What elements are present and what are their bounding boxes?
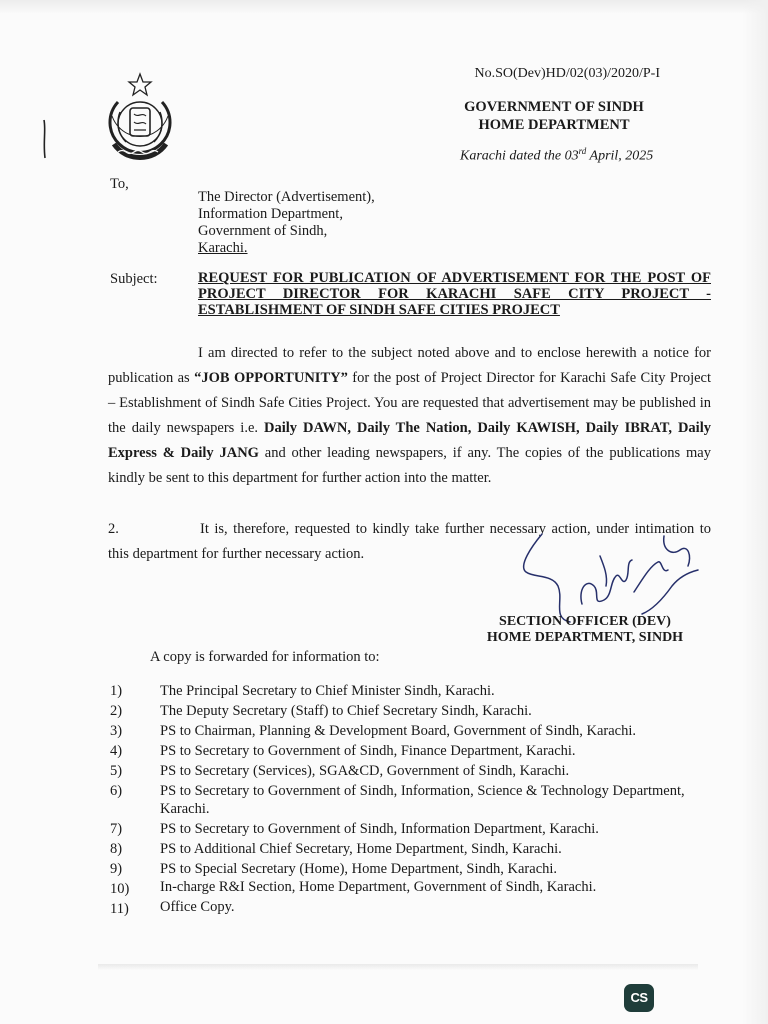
- list-item: [110, 781, 710, 819]
- list-item: [110, 899, 710, 919]
- item-text: Office Copy.: [160, 899, 235, 915]
- paragraph-number: 2.: [108, 521, 119, 537]
- addressee-line: Information Department,: [198, 206, 343, 222]
- issuing-authority: [438, 98, 670, 134]
- item-text: The Deputy Secretary (Staff) to Chief Secretary Sindh, Karachi.: [160, 703, 532, 719]
- item-number: 10): [110, 881, 130, 897]
- subject-text: REQUEST FOR PUBLICATION OF ADVERTISEMENT FOR THE POST OF PROJECT DIRECTOR FOR KARACHI SAFE CITY PROJECT - ESTABLISHMENT OF SINDH SAFE CITIES PROJECT: [198, 270, 711, 318]
- list-item: [110, 819, 710, 839]
- item-number: 3): [110, 723, 123, 739]
- scan-top-shadow: [0, 0, 768, 14]
- item-text: PS to Secretary (Services), SGA&CD, Government of Sindh, Karachi.: [160, 763, 570, 779]
- para2-text: It is, therefore, requested to kindly take further necessary action, under intimation to this department for further necessary action.: [108, 521, 711, 562]
- item-number: 2): [110, 703, 123, 719]
- body-paragraph-1: [108, 341, 711, 491]
- item-number: 11): [110, 901, 129, 917]
- item-text: PS to Additional Chief Secretary, Home Department, Sindh, Karachi.: [160, 841, 562, 857]
- department-name: HOME DEPARTMENT: [478, 117, 630, 133]
- job-opportunity-label: “JOB OPPORTUNITY”: [194, 370, 348, 386]
- item-text: PS to Special Secretary (Home), Home Department, Sindh, Karachi.: [160, 861, 558, 877]
- newspaper-list: Daily DAWN, Daily The Nation, Daily KAWISH, Daily IBRAT, Daily Express & Daily JANG: [108, 420, 711, 461]
- officer-title: SECTION OFFICER (DEV): [499, 614, 671, 629]
- letter-date: [460, 146, 653, 165]
- government-name: GOVERNMENT OF SINDH: [464, 99, 644, 115]
- para1-text-b: for the post of Project Director for Karachi Safe City Project – Establishment of Sindh Safe Cities Project. You are requested that advertisement may be published in the daily newspapers i.e.: [108, 370, 711, 436]
- list-item: [110, 741, 710, 761]
- addressee-line: Government of Sindh,: [198, 223, 328, 239]
- item-number: 8): [110, 841, 123, 857]
- item-number: 7): [110, 821, 123, 837]
- camscanner-badge-icon: CS: [624, 984, 654, 1012]
- para1-text-a: I am directed to refer to the subject noted above and to enclose herewith a notice for publication as: [108, 345, 711, 386]
- scan-right-shadow: [742, 0, 768, 1024]
- item-text: PS to Secretary to Government of Sindh, Finance Department, Karachi.: [160, 743, 576, 759]
- reference-number: No.SO(Dev)HD/02(03)/2020/P-I: [474, 66, 660, 81]
- list-item: [110, 721, 710, 741]
- item-text: PS to Chairman, Planning & Development Board, Government of Sindh, Karachi.: [160, 723, 637, 739]
- officer-office: HOME DEPARTMENT, SINDH: [486, 630, 684, 645]
- item-text: In-charge R&I Section, Home Department, Government of Sindh, Karachi.: [160, 879, 597, 895]
- list-item: [110, 879, 710, 899]
- margin-mark: [40, 118, 48, 160]
- list-item: [110, 701, 710, 721]
- copy-forwarded-intro: A copy is forwarded for information to:: [150, 649, 380, 665]
- item-number: 9): [110, 861, 123, 877]
- subject-label: Subject:: [110, 271, 158, 287]
- item-number: 1): [110, 683, 123, 699]
- list-item: [110, 681, 710, 701]
- list-item: [110, 839, 710, 859]
- list-item: [110, 761, 710, 781]
- addressee-block: [198, 189, 375, 257]
- date-rest: April, 2025: [586, 148, 654, 164]
- date-ordinal: rd: [578, 146, 587, 156]
- copy-recipient-list: [110, 681, 710, 919]
- to-label: To,: [110, 176, 129, 192]
- item-text: PS to Secretary to Government of Sindh, Information, Science & Technology Department, Karachi.: [160, 783, 685, 817]
- addressee-line: The Director (Advertisement),: [198, 189, 375, 205]
- signature-block: [478, 614, 692, 646]
- item-number: 6): [110, 783, 123, 799]
- date-prefix: Karachi dated the 03: [460, 148, 579, 164]
- government-of-sindh-emblem-icon: [98, 72, 182, 168]
- list-item: [110, 859, 710, 879]
- item-number: 4): [110, 743, 123, 759]
- item-text: The Principal Secretary to Chief Minister Sindh, Karachi.: [160, 683, 495, 699]
- item-text: PS to Secretary to Government of Sindh, Information Department, Karachi.: [160, 821, 599, 837]
- addressee-line: Karachi.: [198, 240, 248, 256]
- scan-bottom-shadow: [98, 964, 698, 970]
- para1-text-c: and other leading newspapers, if any. The copies of the publications may kindly be sent to this department for further action into the matter.: [108, 445, 711, 486]
- item-number: 5): [110, 763, 123, 779]
